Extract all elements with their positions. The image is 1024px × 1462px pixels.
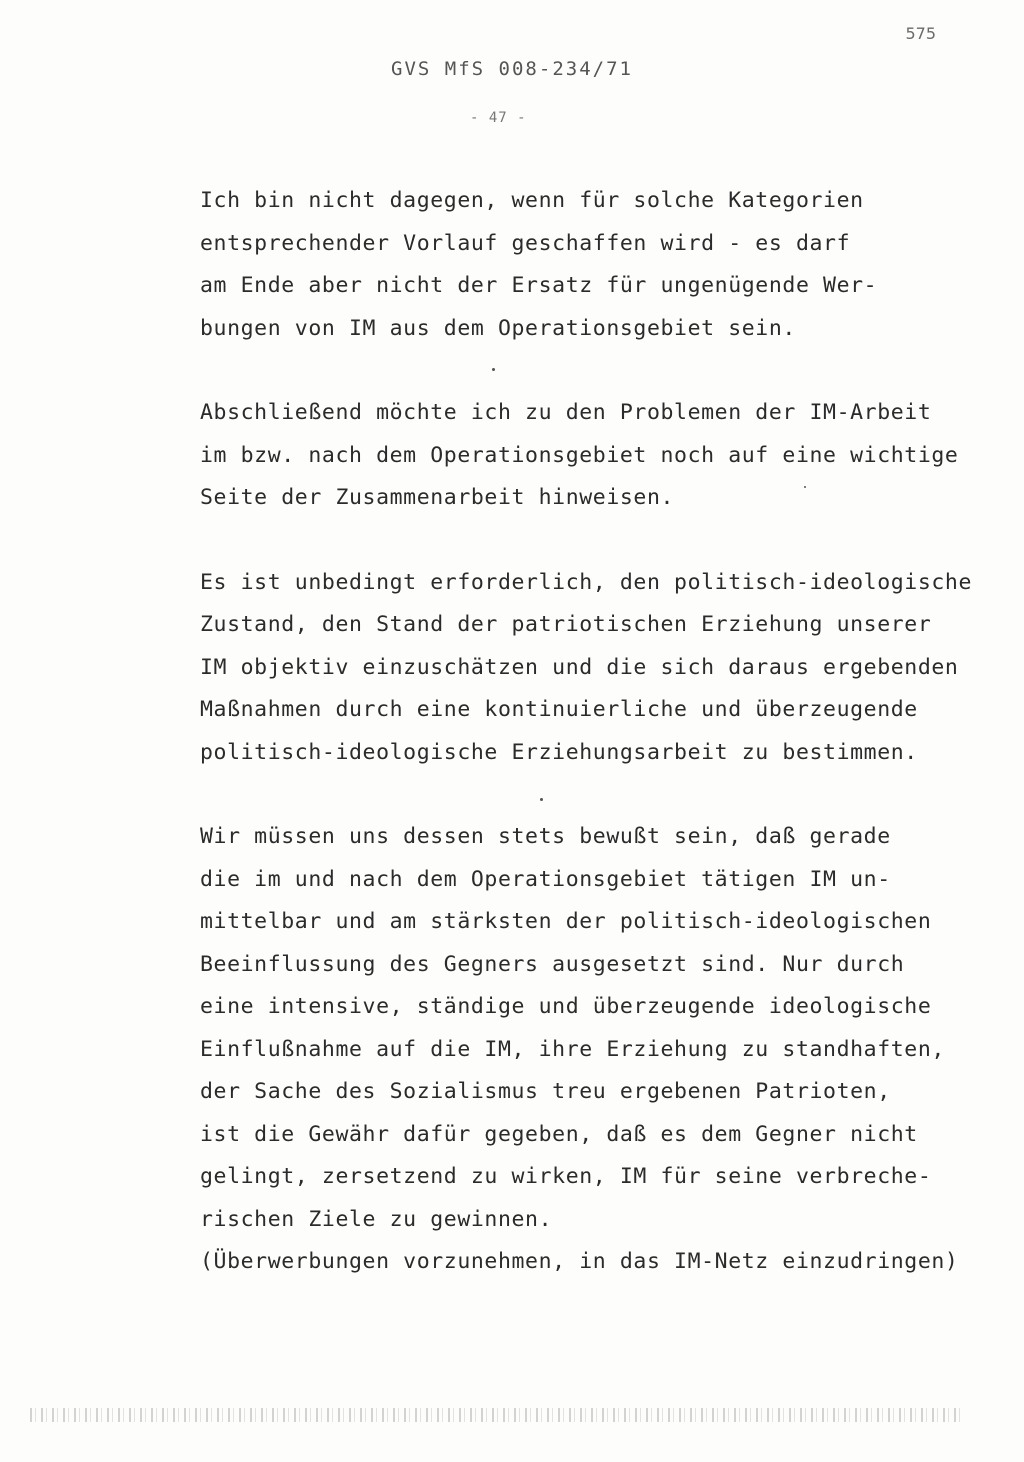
paragraph: [200, 816, 990, 1284]
paragraph: [200, 392, 990, 520]
text-line: Zustand, den Stand der patriotischen Erziehung unserer: [200, 612, 932, 637]
text-line: bungen von IM aus dem Operationsgebiet sein.: [200, 315, 796, 341]
document-header: GVS MfS 008-234/71: [391, 58, 633, 80]
paragraph: [200, 562, 990, 775]
text-line: Abschließend möchte ich zu den Problemen der IM-Arbeit: [200, 400, 932, 425]
text-line: Wir müssen uns dessen stets bewußt sein, daß gerade: [200, 824, 891, 849]
text-line: IM objektiv einzuschätzen und die sich daraus ergebenden: [200, 654, 959, 680]
text-line: rischen Ziele zu gewinnen.: [200, 1206, 553, 1232]
text-line: am Ende aber nicht der Ersatz für ungenügende Wer-: [200, 273, 878, 298]
scan-speck: [492, 368, 495, 371]
text-line: gelingt, zersetzend zu wirken, IM für seine verbreche-: [200, 1164, 932, 1189]
scan-speck: [804, 486, 806, 488]
scan-noise-strip: [30, 1408, 960, 1422]
text-line: eine intensive, ständige und überzeugende ideologische: [200, 994, 932, 1019]
text-line: die im und nach dem Operationsgebiet tätigen IM un-: [200, 866, 891, 892]
text-line: politisch-ideologische Erziehungsarbeit zu bestimmen.: [200, 739, 918, 765]
text-line: Beeinflussung des Gegners ausgesetzt sind. Nur durch: [200, 951, 905, 977]
scan-speck: [540, 798, 543, 801]
paragraph: [200, 180, 990, 350]
text-line: (Überwerbungen vorzunehmen, in das IM-Netz einzudringen): [200, 1249, 959, 1274]
text-line: Ich bin nicht dagegen, wenn für solche Kategorien: [200, 188, 864, 213]
text-line: Einflußnahme auf die IM, ihre Erziehung zu standhaften,: [200, 1036, 945, 1062]
text-line: Es ist unbedingt erforderlich, den politisch-ideologische: [200, 569, 973, 595]
text-line: entsprechender Vorlauf geschaffen wird - es darf: [200, 230, 851, 256]
text-line: Seite der Zusammenarbeit hinweisen.: [200, 485, 675, 510]
text-line: der Sache des Sozialismus treu ergebenen Patrioten,: [200, 1079, 891, 1104]
text-line: ist die Gewähr dafür gegeben, daß es dem Gegner nicht: [200, 1121, 918, 1147]
page-mark: - 47 -: [470, 110, 527, 126]
text-line: im bzw. nach dem Operationsgebiet noch auf eine wichtige: [200, 442, 959, 468]
text-line: Maßnahmen durch eine kontinuierliche und überzeugende: [200, 697, 918, 722]
text-line: mittelbar und am stärksten der politisch-ideologischen: [200, 909, 932, 934]
page-number: 575: [905, 24, 936, 43]
document-body: [200, 180, 990, 1284]
